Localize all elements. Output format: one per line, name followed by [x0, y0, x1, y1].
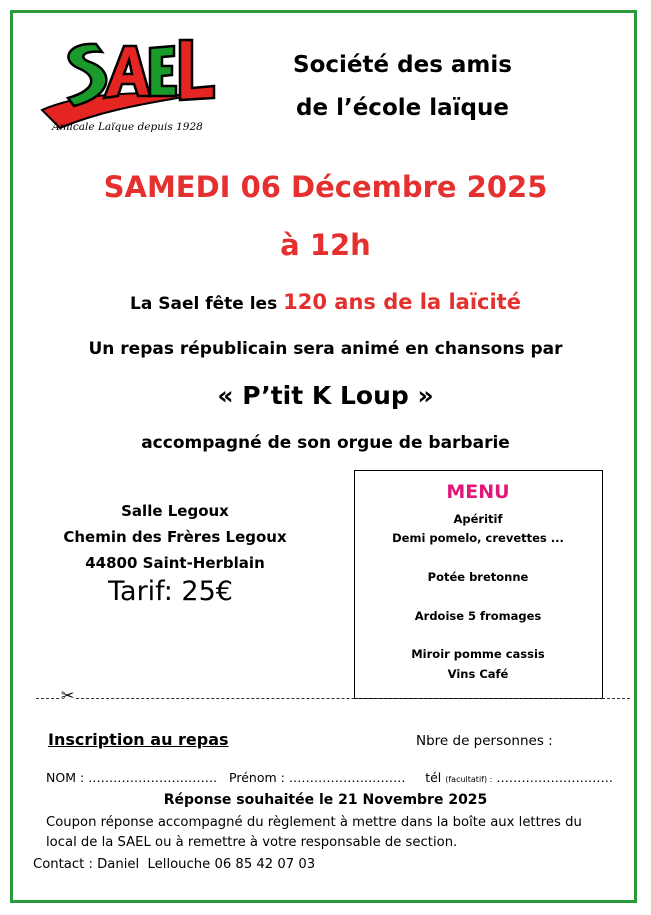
coupon-instructions-line2: local de la SAEL ou à remettre à votre responsable de section. — [46, 835, 458, 850]
menu-item: Ardoise 5 fromages — [414, 609, 542, 623]
scissors-icon: ✂ — [61, 686, 75, 705]
venue-street: Chemin des Frères Legoux — [63, 528, 287, 546]
venue-city: 44800 Saint-Herblain — [85, 554, 265, 572]
menu-item: Miroir pomme cassis — [411, 647, 545, 661]
firstname-field[interactable]: ………………………. — [288, 770, 406, 785]
celebration-line — [0, 290, 651, 314]
venue-address — [40, 498, 310, 576]
price: Tarif: 25€ — [108, 576, 233, 607]
logo-tagline: Amicale Laïque depuis 1928 — [52, 121, 203, 133]
sael-logo — [38, 32, 218, 132]
menu-item: Demi pomelo, crevettes ... — [392, 531, 564, 545]
coupon-instructions-line1: Coupon réponse accompagné du règlement à mettre dans la boîte aux lettres du — [46, 815, 582, 830]
persons-count-field[interactable]: Nbre de personnes : — [416, 733, 553, 749]
accompaniment-line: accompagné de son orgue de barbarie — [141, 433, 510, 453]
inscription-title: Inscription au repas — [48, 730, 229, 749]
society-name-line1: Société des amis — [293, 52, 512, 78]
artist-name: « P’tit K Loup » — [217, 381, 434, 410]
event-time: à 12h — [280, 228, 371, 262]
name-field[interactable]: …………………………. — [88, 770, 218, 785]
event-date: SAMEDI 06 Décembre 2025 — [103, 170, 548, 204]
menu-box — [354, 470, 603, 699]
announcement-line: Un repas républicain sera animé en chansons par — [88, 339, 563, 359]
menu-item: Apéritif — [453, 512, 503, 526]
phone-field[interactable]: ………………………. — [492, 770, 613, 785]
coupon-form-line — [46, 770, 613, 785]
menu-title: MENU — [446, 481, 510, 503]
celebration-prefix: La Sael fête les — [130, 294, 284, 314]
menu-item: Vins Café — [447, 667, 509, 681]
menu-item: Potée bretonne — [427, 570, 529, 584]
celebration-highlight: 120 ans de la laïcité — [283, 290, 521, 314]
society-name-line2: de l’école laïque — [296, 95, 509, 121]
phone-label: tél — [425, 770, 446, 785]
firstname-label: Prénom : — [229, 770, 289, 785]
cut-line — [36, 698, 630, 699]
response-deadline: Réponse souhaitée le 21 Novembre 2025 — [163, 792, 488, 808]
venue-name: Salle Legoux — [121, 502, 229, 520]
contact-info: Contact : Daniel Lellouche 06 85 42 07 03 — [33, 857, 316, 872]
phone-optional-label: (facultatif) : — [445, 775, 493, 784]
name-label: NOM : — [46, 770, 89, 785]
